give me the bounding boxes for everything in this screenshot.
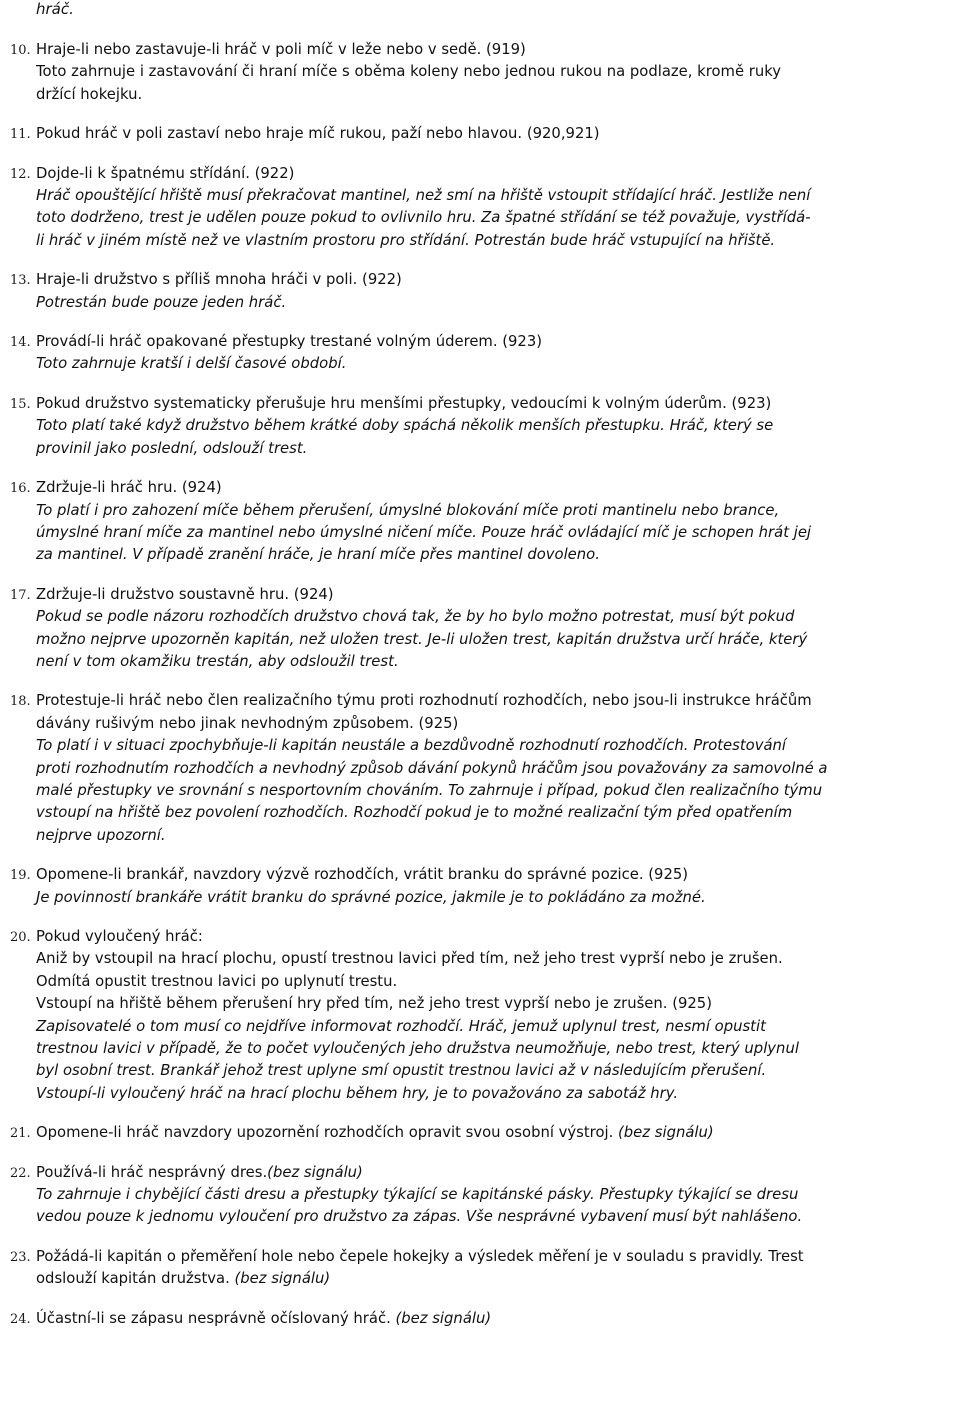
rule-number: 22. — [10, 1165, 31, 1181]
rule-number: 17. — [10, 587, 31, 603]
rule-explanation-line: toto dodrženo, trest je udělen pouze pokud to ovlivnilo hru. Za špatné střídání se též považuje, vystřídá- — [36, 209, 811, 227]
rule-line — [36, 1162, 951, 1184]
rule-line: držící hokejku. — [36, 85, 143, 103]
rule-number: 23. — [10, 1249, 31, 1265]
rule-explanation-line: To zahrnuje i chybějící části dresu a přestupky týkající se kapitánské pásky. Přestupky týkající se dresu — [36, 1186, 799, 1204]
rule-body — [36, 123, 951, 145]
rule-line — [36, 1268, 951, 1290]
continued-text-fragment: hráč. — [36, 0, 74, 18]
rule-line: Odmítá opustit trestnou lavici po uplynutí trestu. — [36, 972, 398, 990]
rule-body — [36, 1308, 951, 1330]
rule-line — [36, 1122, 951, 1144]
rule-explanation-line: úmyslné hraní míče za mantinel nebo úmyslné ničení míče. Pouze hráč ovládající míč je schopen hrát jej — [36, 523, 812, 541]
rule-explanation-line: malé přestupky ve srovnání s nesportovním chováním. To zahrnuje i případ, pokud člen realizačního týmu — [36, 781, 823, 799]
rule-line: Pokud družstvo systematicky přerušuje hru menšími přestupky, vedoucími k volným úderům. (923) — [36, 394, 772, 412]
rule-body — [36, 926, 951, 1105]
rule-explanation-line: Je povinností brankáře vrátit branku do správné pozice, jakmile je to pokládáno za možné. — [36, 888, 706, 906]
rule-number: 20. — [10, 930, 31, 945]
rule-body — [36, 1246, 951, 1291]
rule-line: Požádá-li kapitán o přeměření hole nebo čepele hokejky a výsledek měření je v souladu s pravidly. Trest — [36, 1247, 804, 1265]
rule-body — [36, 1162, 951, 1229]
rule-explanation-line: za mantinel. V případě zranění hráče, je hraní míče přes mantinel dovoleno. — [36, 546, 600, 564]
rule-note-text: (bez signálu) — [234, 1270, 331, 1288]
rule-number: 12. — [10, 166, 31, 182]
rule-explanation-line: vstoupí na hřiště bez povolení rozhodčích. Rozhodčí pokud je to možné realizační tým před opatřením — [36, 804, 793, 822]
rule-line: Vstoupí na hřiště během přerušení hry před tím, než jeho trest vyprší nebo je zrušen. (925) — [36, 995, 712, 1013]
rule-text: Používá-li hráč nesprávný dres. — [36, 1163, 268, 1181]
rule-line: Zdržuje-li družstvo soustavně hru. (924) — [36, 585, 334, 603]
rule-body — [36, 269, 951, 314]
rule-body — [36, 393, 951, 460]
rule-line: Opomene-li brankář, navzdory výzvě rozhodčích, vrátit branku do správné pozice. (925) — [36, 866, 689, 884]
rule-text: odslouží kapitán družstva. — [36, 1270, 235, 1288]
rule-item — [0, 926, 960, 1105]
rule-explanation-line: li hráč v jiném místě než ve vlastním prostoru pro střídání. Potrestán bude hráč vstupující na hřiště. — [36, 231, 776, 249]
rule-number: 18. — [10, 694, 31, 710]
rule-number: 11. — [10, 127, 31, 143]
rule-explanation-line: Toto zahrnuje kratší i delší časové období. — [36, 355, 347, 373]
rule-item — [0, 123, 960, 145]
rule-line: Hraje-li nebo zastavuje-li hráč v poli míč v leže nebo v sedě. (919) — [36, 41, 526, 58]
rule-item — [0, 477, 960, 567]
rule-explanation-line: byl osobní trest. Brankář jehož trest uplyne smí opustit trestnou lavici až v následujícím přerušení. — [36, 1062, 767, 1080]
rule-explanation-line: Potrestán bude pouze jeden hráč. — [36, 293, 287, 311]
rule-explanation-line: Hráč opouštějící hřiště musí překračovat mantinel, než smí na hřiště vstoupit střídající hráč. Jestliže není — [36, 187, 811, 205]
rule-item — [0, 690, 960, 847]
rule-item — [0, 163, 960, 253]
rule-number: 19. — [10, 868, 31, 884]
rule-explanation-line: Zapisovatelé o tom musí co nejdříve informovat rozhodčí. Hráč, jemuž uplynul trest, nesmí opustit — [36, 1017, 766, 1035]
rule-body — [36, 39, 951, 106]
rule-body — [36, 864, 951, 909]
rule-line: dávány rušivým nebo jinak nevhodným způsobem. (925) — [36, 714, 459, 732]
rule-body — [36, 690, 951, 847]
rule-line: Hraje-li družstvo s příliš mnoha hráči v poli. (922) — [36, 271, 402, 289]
rule-number: 14. — [10, 335, 31, 351]
rule-explanation-line: To platí i pro zahození míče během přerušení, úmyslné blokování míče proti mantinelu nebo brance, — [36, 501, 780, 519]
rule-text: Účastní-li se zápasu nesprávně očíslovaný hráč. — [36, 1309, 396, 1327]
rule-item — [0, 864, 960, 909]
rule-body — [36, 331, 951, 376]
rule-line: Toto zahrnuje i zastavování či hraní míče s oběma koleny nebo jednou rukou na podlaze, kromě ruky — [36, 63, 782, 81]
rule-explanation-line: proti rozhodnutím rozhodčích a nevhodný způsob dávání pokynů hráčům jsou považovány za samovolné a — [36, 759, 828, 777]
rule-number: 24. — [10, 1311, 31, 1327]
rule-item — [0, 393, 960, 460]
rule-line: Pokud hráč v poli zastaví nebo hraje míč rukou, paží nebo hlavou. (920,921) — [36, 125, 600, 143]
rule-line: Dojde-li k špatnému střídání. (922) — [36, 164, 295, 182]
rule-note-text: (bez signálu) — [267, 1163, 363, 1181]
rule-body — [36, 1122, 951, 1144]
rule-explanation-line: Vstoupí-li vyloučený hráč na hrací plochu během hry, je to považováno za sabotáž hry. — [36, 1084, 679, 1102]
rule-explanation-line: provinil jako poslední, odslouží trest. — [36, 439, 308, 457]
rule-item — [0, 269, 960, 314]
rule-line: Protestuje-li hráč nebo člen realizačního týmu proti rozhodnutí rozhodčích, nebo jsou-li instrukce hráčům — [36, 692, 812, 710]
rule-line: Zdržuje-li hráč hru. (924) — [36, 479, 222, 497]
rule-text: Opomene-li hráč navzdory upozornění rozhodčích opravit svou osobní výstroj. — [36, 1124, 619, 1142]
rule-number: 16. — [10, 481, 31, 497]
rule-list — [0, 39, 960, 1330]
rule-note-text: (bez signálu) — [618, 1124, 714, 1142]
rule-explanation-line: možno nejprve upozorněn kapitán, než uložen trest. Je-li uložen trest, kapitán družstva určí hráče, který — [36, 630, 808, 648]
rule-item — [0, 1162, 960, 1229]
rule-line: Provádí-li hráč opakované přestupky trestané volným úderem. (923) — [36, 333, 543, 351]
rule-item — [0, 39, 960, 106]
rule-body — [36, 163, 951, 253]
rule-number: 13. — [10, 273, 31, 289]
rule-explanation-line: Pokud se podle názoru rozhodčích družstvo chová tak, že by ho bylo možno potrestat, musí být pokud — [36, 608, 795, 626]
rule-explanation-line: vedou pouze k jednomu vyloučení pro družstvo za zápas. Vše nesprávné vybavení musí být nahlášeno. — [36, 1208, 803, 1226]
rule-item — [0, 1122, 960, 1144]
rule-item — [0, 1308, 960, 1330]
rule-body — [36, 584, 951, 674]
rule-item — [0, 584, 960, 674]
rule-item — [0, 1246, 960, 1291]
rule-line: Aniž by vstoupil na hrací plochu, opustí trestnou lavici před tím, než jeho trest vyprší nebo je zrušen. — [36, 950, 783, 968]
rule-explanation-line: trestnou lavici v případě, že to počet vyloučených jeho družstva neumožňuje, nebo trest, který uplynul — [36, 1040, 799, 1058]
rule-line — [36, 1308, 951, 1330]
rule-explanation-line: není v tom okamžiku trestán, aby odsloužil trest. — [36, 652, 399, 670]
rule-explanation-line: To platí i v situaci zpochybňuje-li kapitán neustále a bezdůvodně rozhodnutí rozhodčích. Protestování — [36, 737, 787, 755]
rule-number: 21. — [10, 1126, 31, 1142]
rule-line: Pokud vyloučený hráč: — [36, 928, 203, 945]
rule-explanation-line: Toto platí také když družstvo během krátké doby spáchá několik menších přestupku. Hráč, který se — [36, 417, 774, 435]
rule-number: 15. — [10, 396, 31, 412]
rule-explanation-line: nejprve upozorní. — [36, 826, 166, 844]
rule-item — [0, 331, 960, 376]
rule-note-text: (bez signálu) — [395, 1309, 492, 1327]
rule-number: 10. — [10, 43, 31, 58]
rule-body — [36, 477, 951, 567]
